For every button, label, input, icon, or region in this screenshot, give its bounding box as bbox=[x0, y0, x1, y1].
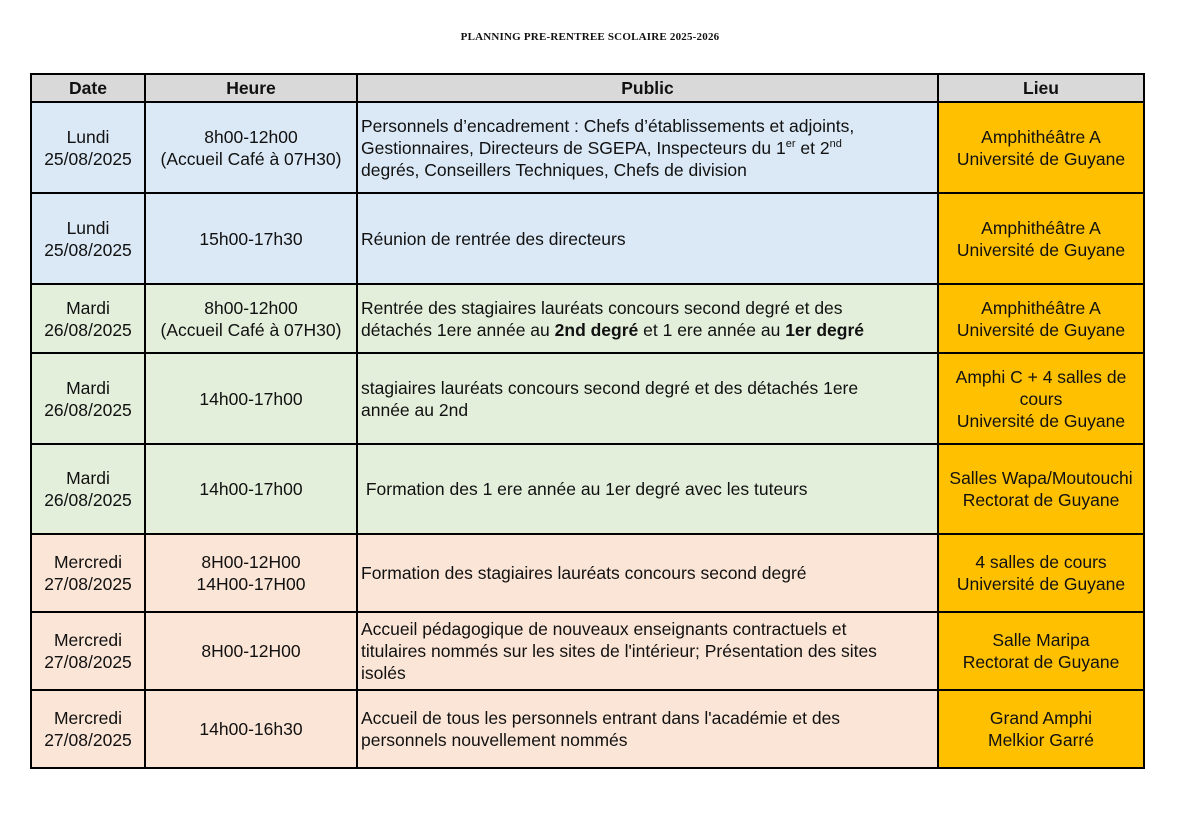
time-note: (Accueil Café à 07H30) bbox=[160, 319, 342, 340]
time-cell bbox=[145, 444, 357, 534]
location-cell bbox=[938, 284, 1144, 353]
public-line: année au 2nd bbox=[361, 399, 469, 420]
location-line: Université de Guyane bbox=[956, 319, 1126, 340]
location-line: Université de Guyane bbox=[956, 239, 1126, 260]
day-date: 27/08/2025 bbox=[44, 574, 132, 594]
public-line: Personnels d’encadrement : Chefs d’établissements et adjoints, bbox=[361, 115, 855, 136]
day-name: Mercredi bbox=[53, 630, 123, 650]
time-cell bbox=[145, 353, 357, 444]
table-row bbox=[31, 444, 1144, 534]
public-cell bbox=[357, 193, 938, 284]
public-cell bbox=[357, 353, 938, 444]
public-cell bbox=[357, 534, 938, 612]
location-cell bbox=[938, 444, 1144, 534]
location-cell bbox=[938, 612, 1144, 690]
day-date: 27/08/2025 bbox=[44, 730, 132, 750]
location-cell bbox=[938, 690, 1144, 768]
time-range: 8H00-12H00 bbox=[201, 552, 301, 572]
day-name: Lundi bbox=[66, 126, 110, 147]
location-line: Université de Guyane bbox=[956, 410, 1126, 431]
day-name: Mardi bbox=[66, 297, 110, 318]
public-cell bbox=[357, 444, 938, 534]
time-range: 8h00-12h00 bbox=[204, 126, 298, 147]
public-line: Accueil pédagogique de nouveaux enseignants contractuels et bbox=[361, 619, 847, 639]
public-line bbox=[361, 137, 935, 159]
time-range: 14h00-16h30 bbox=[199, 719, 303, 739]
day-date: 26/08/2025 bbox=[44, 319, 132, 340]
public-line: Formation des stagiaires lauréats concours second degré bbox=[361, 563, 807, 583]
time-range: 15h00-17h30 bbox=[199, 228, 303, 249]
table-row bbox=[31, 284, 1144, 353]
public-line: Formation des 1 ere année au 1er degré avec les tuteurs bbox=[361, 479, 808, 499]
time-range: 8h00-12h00 bbox=[204, 297, 298, 318]
time-range: 14h00-17h00 bbox=[199, 388, 303, 409]
ordinal-sup: er bbox=[785, 137, 796, 150]
location-line: Grand Amphi bbox=[989, 708, 1093, 728]
day-date: 27/08/2025 bbox=[44, 652, 132, 672]
public-line bbox=[361, 319, 935, 341]
location-line: Rectorat de Guyane bbox=[962, 652, 1120, 672]
day-date: 25/08/2025 bbox=[44, 239, 132, 260]
day-date: 26/08/2025 bbox=[44, 490, 132, 510]
day-name: Mardi bbox=[66, 377, 110, 398]
day-date: 25/08/2025 bbox=[44, 148, 132, 169]
header-lieu: Lieu bbox=[938, 74, 1144, 102]
location-line: Amphithéâtre A bbox=[981, 217, 1101, 238]
date-cell bbox=[31, 690, 145, 768]
date-cell bbox=[31, 102, 145, 193]
time-cell bbox=[145, 690, 357, 768]
table-row bbox=[31, 534, 1144, 612]
time-cell bbox=[145, 612, 357, 690]
location-cell bbox=[938, 193, 1144, 284]
location-line: cours bbox=[1019, 388, 1063, 409]
table-row bbox=[31, 612, 1144, 690]
public-text: détachés 1ere année au bbox=[361, 319, 555, 340]
ordinal-sup: nd bbox=[829, 137, 842, 150]
public-bold: 1er degré bbox=[785, 319, 864, 340]
public-line: Réunion de rentrée des directeurs bbox=[361, 228, 626, 249]
time-cell bbox=[145, 284, 357, 353]
day-name: Lundi bbox=[66, 217, 110, 238]
time-range: 14H00-17H00 bbox=[196, 574, 306, 594]
public-text: et 1 ere année au bbox=[638, 319, 786, 340]
day-date: 26/08/2025 bbox=[44, 399, 132, 420]
day-name: Mardi bbox=[66, 468, 110, 488]
public-line: Rentrée des stagiaires lauréats concours second degré et des bbox=[361, 297, 843, 318]
location-cell bbox=[938, 102, 1144, 193]
public-line: titulaires nommés sur les sites de l'intérieur; Présentation des sites bbox=[361, 641, 877, 661]
location-line: Amphithéâtre A bbox=[981, 126, 1101, 147]
date-cell bbox=[31, 284, 145, 353]
header-public: Public bbox=[357, 74, 938, 102]
location-line: Université de Guyane bbox=[956, 574, 1126, 594]
header-row bbox=[31, 74, 1144, 102]
public-text: et 2 bbox=[795, 137, 830, 158]
public-line: degrés, Conseillers Techniques, Chefs de division bbox=[361, 159, 747, 180]
schedule-table bbox=[30, 73, 1145, 769]
day-name: Mercredi bbox=[53, 552, 123, 572]
date-cell bbox=[31, 193, 145, 284]
location-line: Rectorat de Guyane bbox=[962, 490, 1120, 510]
table-row bbox=[31, 353, 1144, 444]
date-cell bbox=[31, 534, 145, 612]
time-cell bbox=[145, 102, 357, 193]
location-line: Amphithéâtre A bbox=[981, 297, 1101, 318]
date-cell bbox=[31, 612, 145, 690]
location-cell bbox=[938, 534, 1144, 612]
public-line: personnels nouvellement nommés bbox=[361, 730, 628, 750]
public-cell bbox=[357, 612, 938, 690]
public-line: isolés bbox=[361, 663, 406, 683]
location-line: Amphi C + 4 salles de bbox=[955, 366, 1127, 387]
time-range: 8H00-12H00 bbox=[201, 641, 301, 661]
header-date: Date bbox=[31, 74, 145, 102]
table-row bbox=[31, 690, 1144, 768]
public-line: stagiaires lauréats concours second degré et des détachés 1ere bbox=[361, 377, 859, 398]
page-title: PLANNING PRE-RENTREE SCOLAIRE 2025-2026 bbox=[460, 31, 720, 43]
header-heure: Heure bbox=[145, 74, 357, 102]
time-range: 14h00-17h00 bbox=[199, 479, 303, 499]
location-line: Université de Guyane bbox=[956, 148, 1126, 169]
public-cell bbox=[357, 284, 938, 353]
location-line: Salle Maripa bbox=[992, 630, 1090, 650]
time-cell bbox=[145, 193, 357, 284]
location-line: Salles Wapa/Moutouchi bbox=[949, 468, 1133, 488]
time-cell bbox=[145, 534, 357, 612]
date-cell bbox=[31, 353, 145, 444]
location-cell bbox=[938, 353, 1144, 444]
date-cell bbox=[31, 444, 145, 534]
public-cell bbox=[357, 690, 938, 768]
public-bold: 2nd degré bbox=[554, 319, 639, 340]
location-line: 4 salles de cours bbox=[975, 552, 1107, 572]
public-cell bbox=[357, 102, 938, 193]
location-line: Melkior Garré bbox=[988, 730, 1094, 750]
public-text: Gestionnaires, Directeurs de SGEPA, Inspecteurs du 1 bbox=[361, 137, 786, 158]
public-line: Accueil de tous les personnels entrant dans l'académie et des bbox=[361, 708, 841, 728]
table-row bbox=[31, 193, 1144, 284]
day-name: Mercredi bbox=[53, 708, 123, 728]
time-note: (Accueil Café à 07H30) bbox=[160, 148, 342, 169]
table-row bbox=[31, 102, 1144, 193]
